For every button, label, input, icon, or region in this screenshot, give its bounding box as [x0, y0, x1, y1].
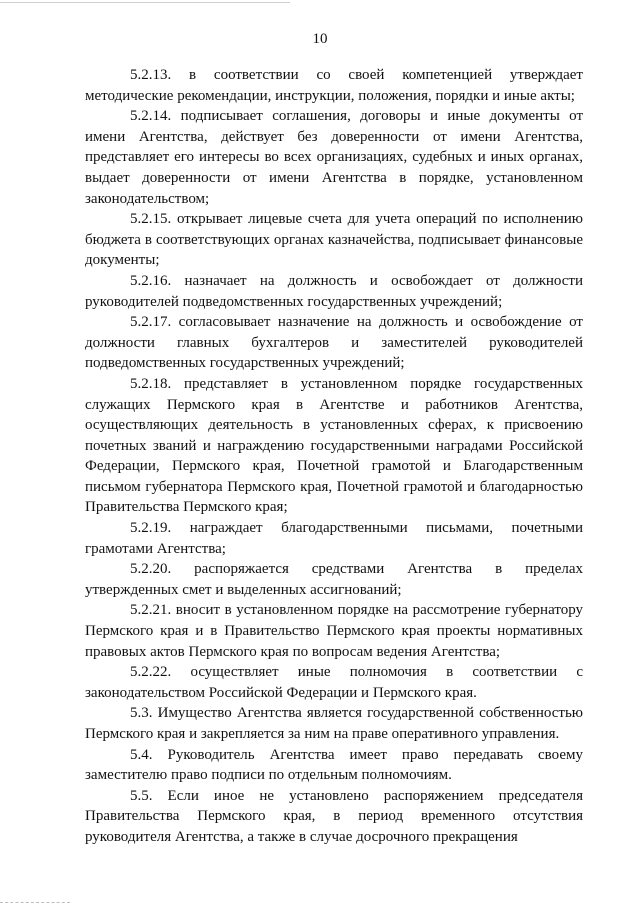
paragraph-5-5: 5.5. Если иное не установлено распоряжением председателя Правительства Пермского края, в период временного отсутствия руководителя Агентства, а также в случае досрочного прекращения [85, 787, 583, 845]
document-body [85, 65, 583, 848]
paragraph-5-2-19: 5.2.19. награждает благодарственными письмами, почетными грамотами Агентства; [85, 520, 583, 557]
paragraph-5-2-18: 5.2.18. представляет в установленном порядке государственных служащих Пермского края в Агентстве и работников Агентства, осуществляющих деятельность в установленных сферах, к присвоению почетных званий и награждению государственными наградами Российской Федерации, Пермского края, Почетной грамотой и Благодарственным письмом губернатора Пермского края, Почетной грамотой и благодарностью Правительства Пермского края; [85, 375, 583, 516]
scan-artifact-top [0, 2, 290, 3]
paragraph-5-2-13: 5.2.13. в соответствии со своей компетенцией утверждает методические рекомендации, инструкции, положения, порядки и иные акты; [85, 67, 583, 104]
paragraph-5-2-21: 5.2.21. вносит в установленном порядке на рассмотрение губернатору Пермского края и в Правительство Пермского края проекты нормативных правовых актов Пермского края по вопросам ведения Агентства; [85, 602, 583, 660]
scan-artifact-bottom [0, 902, 70, 904]
paragraph-5-2-22: 5.2.22. осуществляет иные полномочия в соответствии с законодательством Российской Федерации и Пермского края. [85, 664, 583, 701]
paragraph-5-3: 5.3. Имущество Агентства является государственной собственностью Пермского края и закрепляется за ним на праве оперативного управления. [85, 705, 583, 742]
paragraph-5-2-17: 5.2.17. согласовывает назначение на должность и освобождение от должности главных бухгалтеров и заместителей руководителей подведомственных государственных учреждений; [85, 314, 583, 372]
paragraph-5-2-16: 5.2.16. назначает на должность и освобождает от должности руководителей подведомственных государственных учреждений; [85, 272, 583, 310]
paragraph-5-2-14: 5.2.14. подписывает соглашения, договоры и иные документы от имени Агентства, действует без доверенности от имени Агентства, представляет его интересы во всех организациях, судебных и иных органах, выдает доверенности от имени Агентства в порядке, установленном законодательством; [85, 108, 583, 207]
page-number: 10 [312, 31, 328, 47]
paragraph-5-2-15: 5.2.15. открывает лицевые счета для учета операций по исполнению бюджета в соответствующих органах казначейства, подписывает финансовые документы; [85, 211, 583, 269]
paragraph-5-4: 5.4. Руководитель Агентства имеет право передавать своему заместителю право подписи по отдельным полномочиям. [85, 746, 583, 784]
paragraph-5-2-20: 5.2.20. распоряжается средствами Агентства в пределах утвержденных смет и выделенных ассигнований; [85, 561, 583, 598]
